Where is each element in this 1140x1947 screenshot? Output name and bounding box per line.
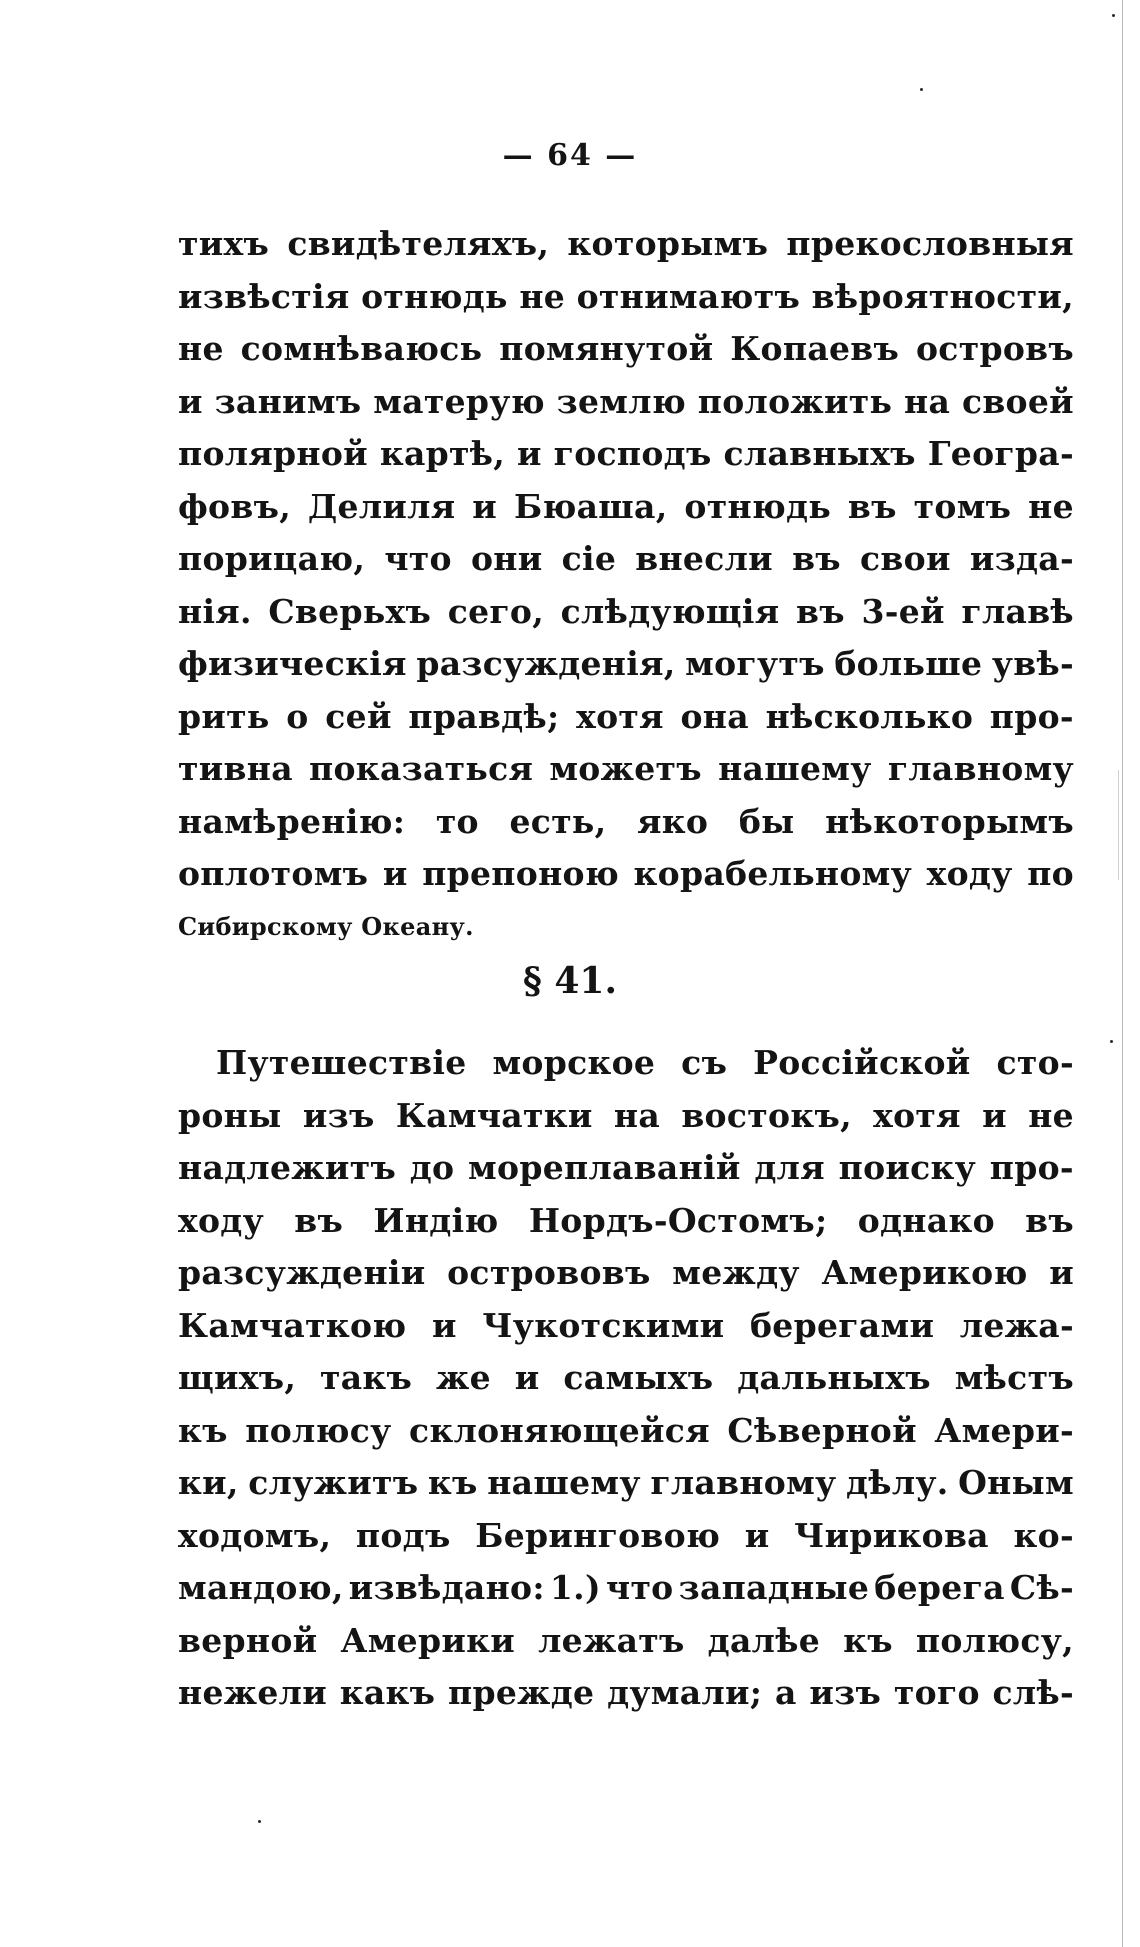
scan-edge-line: [1122, 0, 1123, 1947]
section-heading: § 41.: [523, 960, 617, 1002]
text-line: щихъ, такъ же и самыхъ дальныхъ мѣстъ: [178, 1358, 1074, 1397]
scan-speck: [258, 1820, 261, 1823]
text-line: мандою, извѣдано: 1.) что западные берега Сѣ-: [178, 1568, 1074, 1607]
text-line: ходу въ Индію Нордъ-Остомъ; однако въ: [178, 1200, 1074, 1240]
text-line: роны изъ Камчатки на востокъ, хотя и не: [178, 1095, 1074, 1135]
text-line: ки, служитъ къ нашему главному дѣлу. Оным: [178, 1463, 1074, 1502]
text-line: тихъ свидѣтеляхъ, которымъ прекословныя: [178, 224, 1074, 263]
text-line: къ полюсу склоняющейся Сѣверной Амери-: [178, 1410, 1074, 1450]
text-line: Путешествіе морское съ Россійской сто-: [216, 1043, 1074, 1082]
text-line: надлежитъ до мореплаваній для поиску про-: [178, 1148, 1074, 1187]
text-line: фовъ, Делиля и Бюаша, отнюдь въ томъ не: [178, 486, 1074, 526]
text-line: и занимъ матерую землю положить на своей: [178, 381, 1074, 421]
text-line: извѣстія отнюдь не отнимаютъ вѣроятности,: [178, 276, 1074, 316]
text-line: тивна показаться можетъ нашему главному: [178, 749, 1074, 788]
scan-speck: [1112, 14, 1115, 17]
text-line: не сомнѣваюсь помянутой Копаевъ островъ: [178, 329, 1074, 368]
page-number: — 64 —: [502, 138, 638, 173]
text-line: намѣренію: то есть, яко бы нѣкоторымъ: [178, 801, 1074, 841]
text-line: нія. Сверьхъ сего, слѣдующія въ 3-ей главѣ: [178, 591, 1074, 631]
text-line: порицаю, что они сіе внесли въ свои изда-: [178, 539, 1074, 578]
scan-speck: [920, 88, 923, 91]
paragraph-continued: [178, 218, 1074, 953]
paragraph-section-41: [178, 1037, 1074, 1720]
text-line: Сибирскому Океану.: [178, 911, 474, 941]
text-line: Камчаткою и Чукотскими берегами лежа-: [178, 1305, 1074, 1345]
scan-speck: [1110, 1040, 1113, 1043]
text-line: ходомъ, подъ Беринговою и Чирикова ко-: [178, 1515, 1074, 1555]
text-line: нежели какъ прежде думали; а изъ того слѣ-: [178, 1673, 1074, 1712]
text-line: оплотомъ и препоною корабельному ходу по: [178, 854, 1074, 893]
text-line: разсужденіи острововъ между Америкою и: [178, 1253, 1074, 1292]
text-line: верной Америки лежатъ далѣе къ полюсу,: [178, 1620, 1074, 1660]
scan-edge-line: [1118, 770, 1119, 880]
text-line: физическія разсужденія, могутъ больше увѣ-: [178, 644, 1074, 683]
text-line: рить о сей правдѣ; хотя она нѣсколько про-: [178, 696, 1074, 736]
text-line: полярной картѣ, и господъ славныхъ Геогра-: [178, 434, 1074, 473]
